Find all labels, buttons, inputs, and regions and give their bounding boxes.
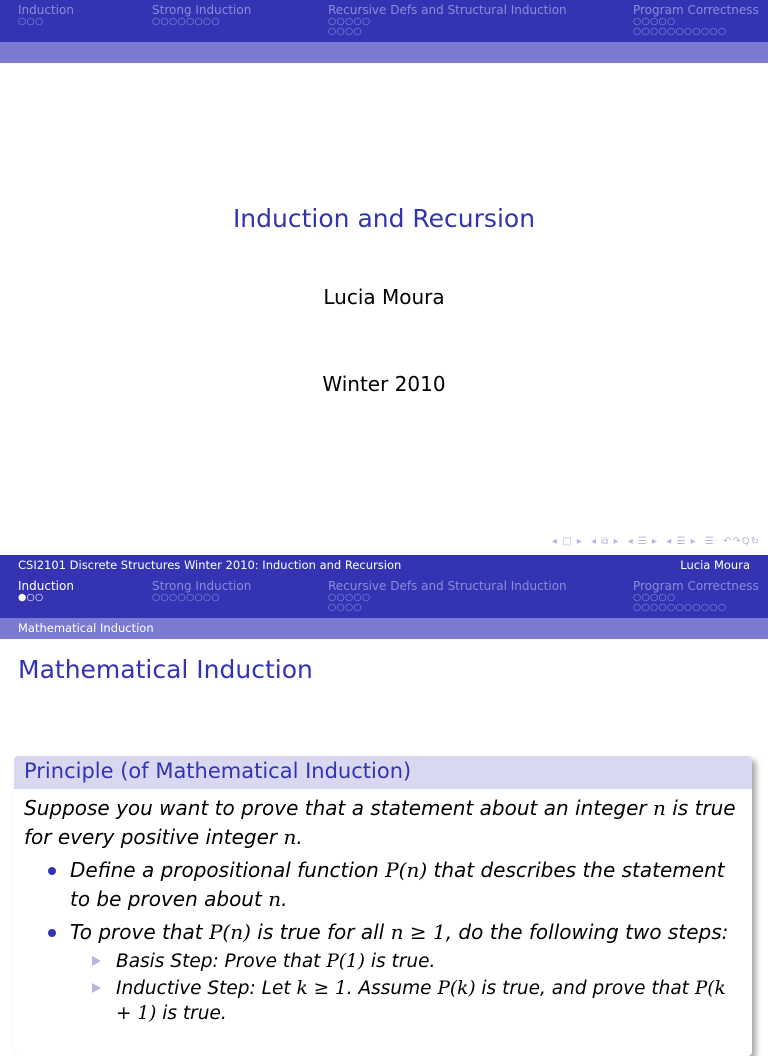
footer-course-title: CSI2101 Discrete Structures Winter 2010: Induction and Recursion [18,558,402,572]
document-nav-icon[interactable]: ◂ ☰ ▸ [666,536,697,547]
slide-footer [0,555,768,576]
list-item: Define a propositional function P(n) that describes the statement to be proven about n. [24,856,746,914]
nav-section-induction[interactable]: Induction ○○○ [18,3,74,27]
frame-dots[interactable]: ○○○○○ [633,16,676,27]
footer-author: Lucia Moura [680,558,750,572]
nav-section-recursive-defs[interactable]: Recursive Defs and Structural Induction ○○○○○ ○○○○ [328,579,567,613]
appendix-nav-icon[interactable]: ☰ [704,536,715,547]
subsection-bar [0,42,768,63]
presentation-title: Induction and Recursion [232,204,536,233]
frame-dots[interactable]: ○○○○○ [328,16,371,27]
beamer-navigation-symbols [548,536,760,547]
frame-dots[interactable]: ○○○○○ [633,592,676,603]
frame-dots[interactable]: ○○○○○○○○○○○ [633,26,727,37]
principle-block [14,756,752,1056]
nav-section-strong-induction[interactable]: Strong Induction ○○○○○○○○ [152,579,252,603]
frame-title: Mathematical Induction [18,655,313,684]
sub-list-item: Basis Step: Prove that P(1) is true. [24,949,746,974]
nav-section-induction[interactable]: Induction ●○○ [18,579,74,603]
block-body [24,794,746,1026]
frame-dots[interactable]: ○○○○ [328,602,362,613]
block-title: Principle (of Mathematical Induction) [24,759,412,783]
frame-dots[interactable]: ○○○○○○○○ [152,592,220,603]
subsection-nav-icon[interactable]: ◂ ⧉ ▸ [590,536,620,547]
intro-paragraph: Suppose you want to prove that a statement about an integer n is true for every positive integer n. [24,796,736,849]
presentation-date: Winter 2010 [322,372,446,396]
sub-list-item: Inductive Step: Let k ≥ 1. Assume P(k) is true, and prove that P(k + 1) is true. [24,976,746,1026]
frame-dots[interactable]: ●○○ [18,592,44,603]
nav-section-strong-induction[interactable]: Strong Induction ○○○○○○○○ [152,3,252,27]
triangle-bullet-icon [92,983,101,993]
list-item: To prove that P(n) is true for all n ≥ 1, do the following two steps: [24,918,746,947]
bullet-icon [48,929,56,937]
nav-section-program-correctness[interactable]: Program Correctness ○○○○○ ○○○○○○○○○○○ [633,579,759,613]
frame-dots[interactable]: ○○○○○○○○ [152,16,220,27]
nav-section-program-correctness[interactable]: Program Correctness ○○○○○ ○○○○○○○○○○○ [633,3,759,37]
subsection-bar [0,618,768,639]
section-nav-icon[interactable]: ◂ ☰ ▸ [627,536,659,547]
frame-dots[interactable]: ○○○○ [328,26,362,37]
bullet-icon [48,867,56,875]
frame-dots[interactable]: ○○○○○○○○○○○ [633,602,727,613]
frame-dots[interactable]: ○○○○○ [328,592,371,603]
frame-nav-icon[interactable]: ◂ □ ▸ [551,536,583,547]
frame-dots[interactable]: ○○○ [18,16,44,27]
back-search-icon[interactable]: ↶↷Q↻ [722,536,760,547]
section-navigation-bar [0,576,768,618]
triangle-bullet-icon [92,956,101,966]
presentation-author: Lucia Moura [323,285,445,309]
subsection-title[interactable]: Mathematical Induction [18,621,154,635]
section-navigation-bar [0,0,768,42]
nav-section-recursive-defs[interactable]: Recursive Defs and Structural Induction ○○○○○ ○○○○ [328,3,567,37]
